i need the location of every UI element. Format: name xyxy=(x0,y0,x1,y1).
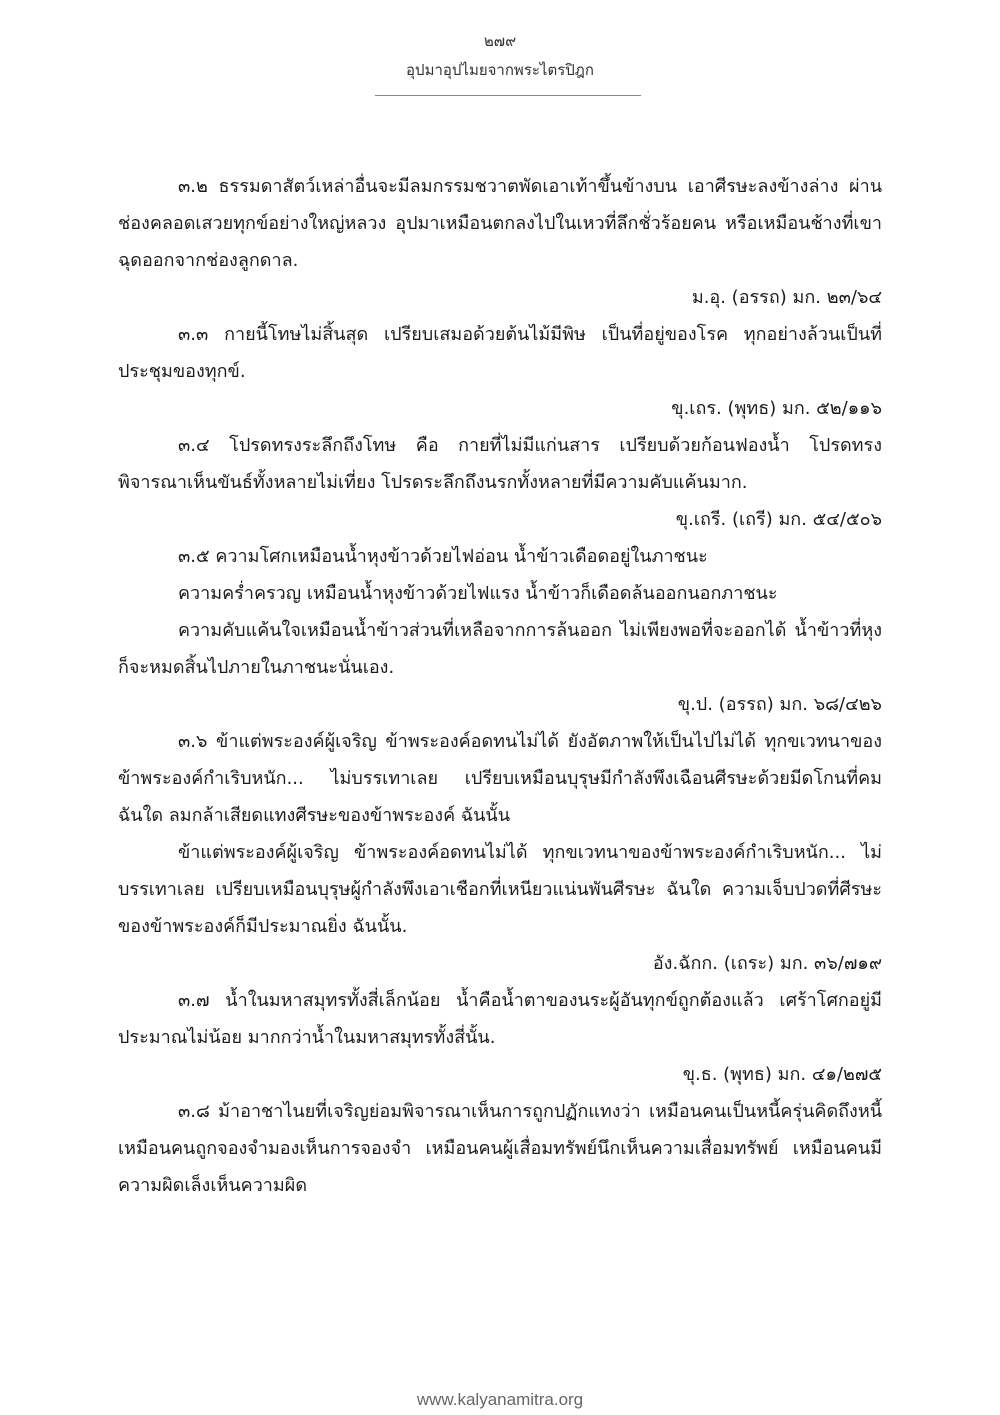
paragraph-3-6: ๓.๖ ข้าแต่พระองค์ผู้เจริญ ข้าพระองค์อดทนไม่ได้ ยังอัตภาพให้เป็นไปไม่ได้ ทุกขเวทนาของข้าพระองค์กำเริบหนัก... ไม่บรรเทาเลย เปรียบเหมือนบุรุษมีกำลังพึงเฉือนศีรษะด้วยมีดโกนที่คม ฉันใด ลมกล้าเสียดแทงศีรษะของข้าพระองค์ ฉันนั้น xyxy=(118,731,882,826)
citation-3-7: ขุ.ธ. (พุทธ) มก. ๔๑/๒๗๕ xyxy=(682,1064,882,1085)
paragraph-3-2: ๓.๒ ธรรมดาสัตว์เหล่าอื่นจะมีลมกรรมชวาตพัดเอาเท้าขึ้นข้างบน เอาศีรษะลงข้างล่าง ผ่านช่องคลอดเสวยทุกข์อย่างใหญ่หลวง อุปมาเหมือนตกลงไปในเหวที่ลึกชั่วร้อยคน หรือเหมือนช้างที่เขาฉุดออกจากช่องลูกดาล. xyxy=(118,176,882,271)
citation-3-4: ขุ.เถรี. (เถรี) มก. ๕๔/๕๐๖ xyxy=(675,509,882,530)
page-number: ๒๗๙ xyxy=(483,32,517,50)
page-content xyxy=(118,168,882,1204)
header-divider xyxy=(375,95,641,96)
paragraph-3-6-part-2: ข้าแต่พระองค์ผู้เจริญ ข้าพระองค์อดทนไม่ได้ ทุกขเวทนาของข้าพระองค์กำเริบหนัก... ไม่บรรเทาเลย เปรียบเหมือนบุรุษผู้กำลังพึงเอาเชือกที่เหนียวแน่นพันศีรษะ ฉันใด ความเจ็บปวดที่ศีรษะของข้าพระองค์ก็มีประมาณยิ่ง ฉันนั้น. xyxy=(118,842,882,937)
footer-website: www.kalyanamitra.org xyxy=(416,1390,584,1409)
paragraph-3-5-line-3: ความคับแค้นใจเหมือนน้ำข้าวส่วนที่เหลือจากการล้นออก ไม่เพียงพอที่จะออกได้ น้ำข้าวที่หุงก็จะหมดสิ้นไปภายในภาชนะนั่นเอง. xyxy=(118,620,882,678)
citation-3-2: ม.อุ. (อรรถ) มก. ๒๓/๖๔ xyxy=(691,287,882,308)
paragraph-3-4: ๓.๔ โปรดทรงระลึกถึงโทษ คือ กายที่ไม่มีแก่นสาร เปรียบด้วยก้อนฟองน้ำ โปรดทรงพิจารณาเห็นขันธ์ทั้งหลายไม่เที่ยง โปรดระลึกถึงนรกทั้งหลายที่มีความคับแค้นมาก. xyxy=(118,435,882,493)
citation-3-3: ขุ.เถร. (พุทธ) มก. ๕๒/๑๑๖ xyxy=(671,398,882,419)
paragraph-3-8: ๓.๘ ม้าอาชาไนยที่เจริญย่อมพิจารณาเห็นการถูกปฏักแทงว่า เหมือนคนเป็นหนี้ครุ่นคิดถึงหนี้ เหมือนคนถูกจองจำมองเห็นการจองจำ เหมือนคนผู้เสื่อมทรัพย์นึกเห็นความเสื่อมทรัพย์ เหมือนคนมีความผิดเล็งเห็นความผิด xyxy=(118,1101,882,1196)
paragraph-3-5-line-2: ความคร่ำครวญ เหมือนน้ำหุงข้าวด้วยไฟแรง น้ำข้าวก็เดือดล้นออกนอกภาชนะ xyxy=(178,583,778,604)
page-header xyxy=(0,30,1000,82)
citation-3-5: ขุ.ป. (อรรถ) มก. ๖๘/๔๒๖ xyxy=(677,694,882,715)
book-title: อุปมาอุปไมยจากพระไตรปิฎก xyxy=(406,61,594,79)
citation-3-6: อัง.ฉักก. (เถระ) มก. ๓๖/๗๑๙ xyxy=(652,953,882,974)
paragraph-3-3: ๓.๓ กายนี้โทษไม่สิ้นสุด เปรียบเสมอด้วยต้นไม้มีพิษ เป็นที่อยู่ของโรค ทุกอย่างล้วนเป็นที่ประชุมของทุกข์. xyxy=(118,324,882,382)
paragraph-3-7: ๓.๗ น้ำในมหาสมุทรทั้งสี่เล็กน้อย น้ำคือน้ำตาของนระผู้อันทุกข์ถูกต้องแล้ว เศร้าโศกอยู่มีประมาณไม่น้อย มากกว่าน้ำในมหาสมุทรทั้งสี่นั้น. xyxy=(118,990,882,1048)
paragraph-3-5: ๓.๕ ความโศกเหมือนน้ำหุงข้าวด้วยไฟอ่อน น้ำข้าวเดือดอยู่ในภาชนะ xyxy=(178,546,708,567)
